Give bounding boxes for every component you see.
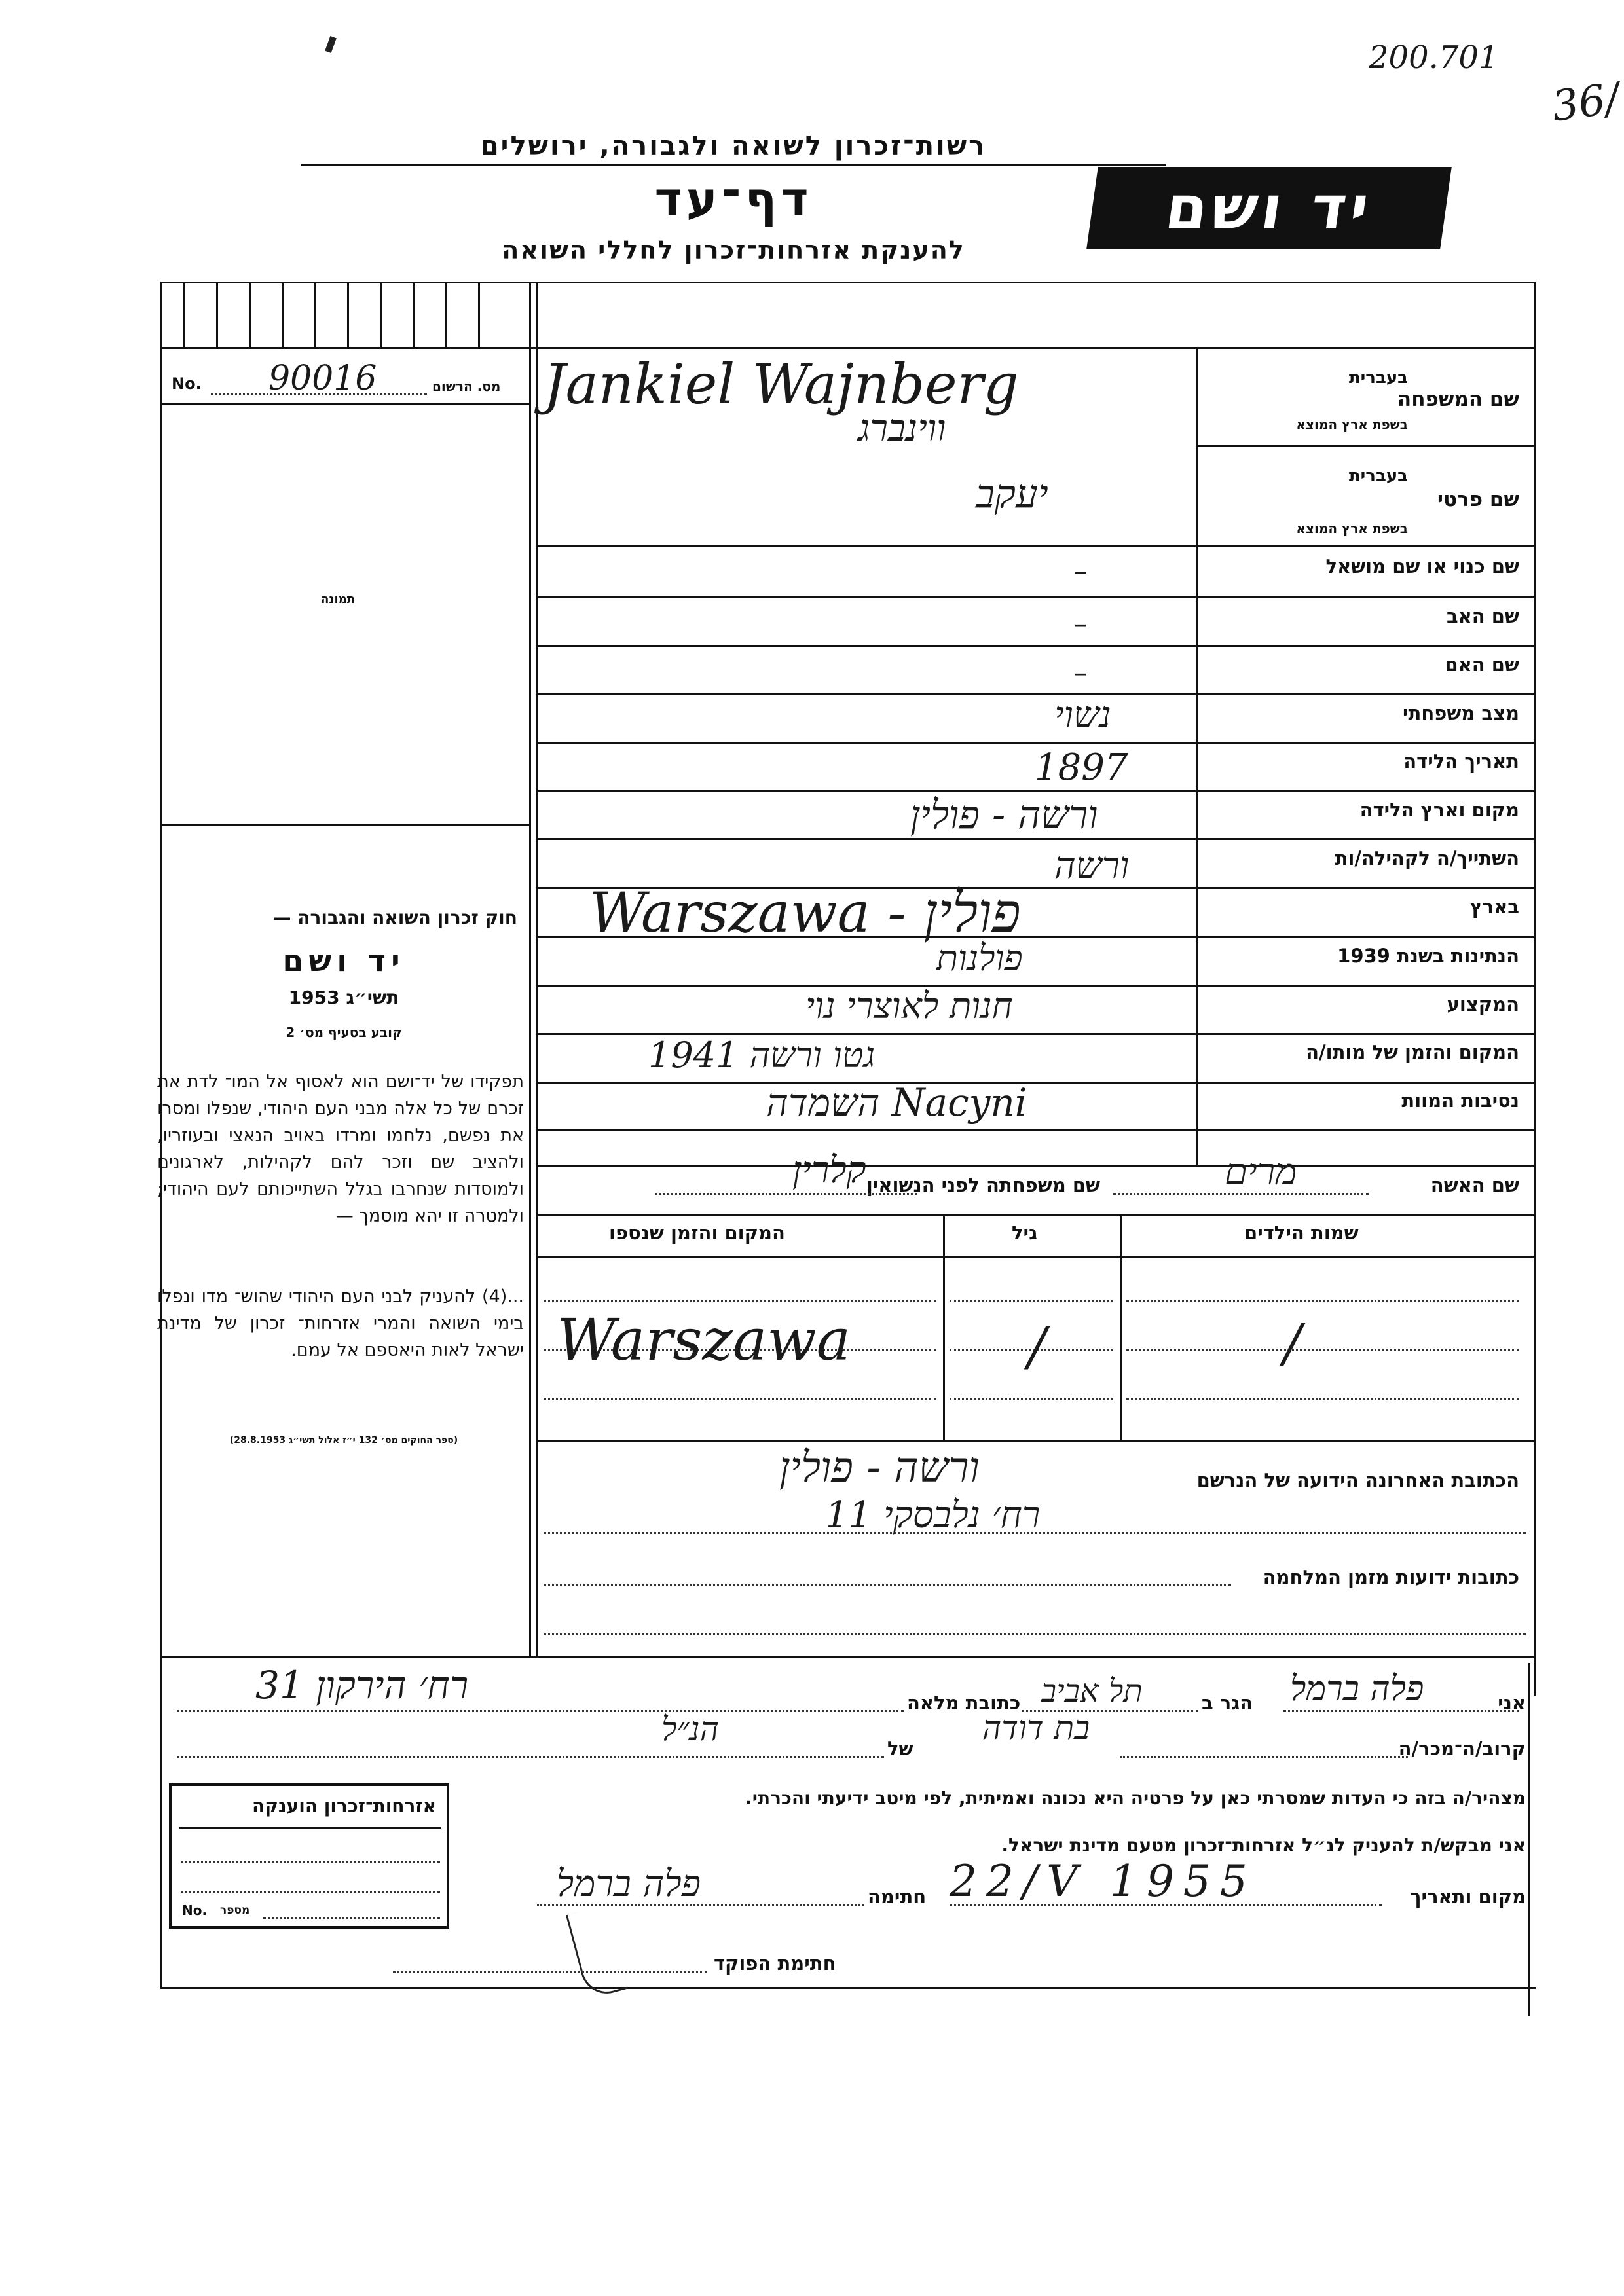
children-place-header: המקום והזמן שנספו xyxy=(609,1222,785,1244)
signature-flourish xyxy=(566,1904,628,1999)
surname-hebrew-label: בעברית xyxy=(1348,368,1408,388)
children-age-header: גיל xyxy=(1012,1222,1038,1244)
declarant-i-label: אני xyxy=(1498,1692,1526,1714)
children-place-value: Warszawa xyxy=(557,1306,851,1374)
form-title: דף־עד xyxy=(654,172,813,227)
children-names-header: שמות הילדים xyxy=(1244,1222,1359,1244)
last-address-label: הכתובת האחרונה הידועה של הנרשם xyxy=(1196,1469,1519,1491)
cause-value: Nacyni השמדה xyxy=(766,1080,1027,1125)
statement-truth: מצהיר/ה בזה כי העדות שמסרתי כאן על פרטיה היא נכונה ואמיתית, לפי מיטב ידיעתי והכרתי. xyxy=(745,1787,1526,1809)
marital-value: נשוי xyxy=(1054,694,1111,737)
father-value: – xyxy=(1074,609,1087,639)
full-address-value: רח׳ הירקון 31 xyxy=(255,1663,469,1707)
last-address-line1: ורשה - פולין xyxy=(779,1444,980,1492)
reg-no-label: No. xyxy=(172,374,202,393)
death-label: המקום והזמן של מותו/ה xyxy=(1306,1041,1519,1063)
nickname-value: – xyxy=(1074,556,1087,587)
father-label: שם האב xyxy=(1446,605,1519,627)
corner-mark xyxy=(325,36,337,53)
signature-label: חתימה xyxy=(868,1886,927,1908)
declarant-name: פלה ברמל xyxy=(1290,1669,1424,1709)
date-value: 22/V 1955 xyxy=(950,1856,1257,1906)
firstname-value: יעקב xyxy=(976,471,1048,517)
mother-value: – xyxy=(1074,658,1087,688)
reg-label: מס. הרשום xyxy=(432,378,501,394)
firstname-hebrew-label: בעברית xyxy=(1348,466,1408,486)
cause-label: נסיבות המוות xyxy=(1401,1089,1519,1112)
yad-vashem-logo: יד ושם xyxy=(1086,167,1452,249)
birthdate-label: תאריך הלידה xyxy=(1403,750,1519,773)
country-label: בארץ xyxy=(1469,896,1519,918)
citizenship-label: הנתינות בשנת 1939 xyxy=(1337,945,1519,967)
declarant-signature: פלה ברמל xyxy=(557,1863,701,1905)
nickname-label: שם כנוי או שם מושאל xyxy=(1325,555,1519,577)
archive-number: 200.701 xyxy=(1369,39,1499,76)
firstname-label: שם פרטי xyxy=(1437,488,1519,511)
surname-local-label: בשפת ארץ המוצא xyxy=(1296,416,1408,432)
birthdate-value: 1897 xyxy=(1035,746,1128,789)
citizenship-box-title: אזרחות־זכרון הוענקה xyxy=(252,1795,436,1817)
citizenship-granted-box xyxy=(169,1783,449,1929)
law-year: תשי״ג 1953 xyxy=(288,987,399,1008)
children-age-value: / xyxy=(1028,1316,1046,1377)
relation-value: בת דודה xyxy=(982,1709,1090,1747)
children-name-value: / xyxy=(1283,1313,1301,1374)
law-text: תפקידו של יד־ושם הוא לאסוף אל המו־ לדת את זכרם של כל אלה מבני העם היהודי, שנפלו ומסרו את נפשם, נלחמו ומרדו באויב הנאצי ובעוזריו, ולהציב שם וזכר להם לקהילות, לארגונים ולמוסדות שנחרבו בגלל השתייכותם לעם היהודי; ולמטרה זו יהא מוסמך — xyxy=(157,1072,524,1226)
wife-name-value: מרים xyxy=(1225,1151,1297,1194)
last-address-line2: רח׳ נלבסקי 11 xyxy=(825,1494,1041,1537)
of-value: הנ״ל xyxy=(661,1710,719,1748)
surname-label: שם המשפחה xyxy=(1397,388,1519,411)
profession-label: המקצוע xyxy=(1447,993,1519,1015)
birthplace-value: ורשה - פולין xyxy=(910,792,1098,838)
country-value: פולין - Warszawa xyxy=(589,881,1021,945)
firstname-local-label: בשפת ארץ המוצא xyxy=(1296,520,1408,536)
officer-signature-label: חתימת הפוקד xyxy=(714,1952,836,1975)
wife-label: שם האשה xyxy=(1430,1174,1519,1196)
statement-request: אני מבקש/ת להעניק לנ״ל אזרחות־זכרון מטעם מדינת ישראל. xyxy=(1001,1834,1526,1856)
surname-local-value: Jankiel Wajnberg xyxy=(544,352,1019,416)
law-clause: ...(4) להעניק לבני העם היהודי שהוש־ מדו ונפלו בימי השואה והמרי אזרחות־ זכרון של מדינת ישראל לאות היאספם אל עמם. xyxy=(157,1286,524,1360)
citizenship-box-no-label: No. xyxy=(182,1903,208,1918)
photo-area: תמונה xyxy=(321,592,356,606)
profession-value: חנות לאוצרי נוי xyxy=(805,985,1013,1027)
law-title: חוק זכרון השואה והגבורה — xyxy=(272,907,517,928)
place-date-label: מקום ותאריך xyxy=(1410,1886,1526,1908)
page-number: 36/ xyxy=(1549,74,1623,132)
law-name: יד ושם xyxy=(282,943,405,978)
community-value: ורשה xyxy=(1054,845,1130,887)
community-label: השתייך/ה לקהילה/ות xyxy=(1335,847,1519,869)
registration-number: 90016 xyxy=(268,359,377,398)
war-address-label: כתובות ידועות מזמן המלחמה xyxy=(1263,1566,1519,1588)
marital-label: מצב משפחתי xyxy=(1402,702,1519,724)
of-label: של xyxy=(887,1738,913,1760)
relation-label: קרוב/ה־מכר/ה xyxy=(1398,1738,1526,1760)
full-address-label: כתובת מלאה xyxy=(907,1692,1021,1714)
lives-in-label: הגר ב xyxy=(1202,1692,1253,1714)
form-subtitle: להענקת אזרחות־זכרון לחללי השואה xyxy=(502,236,965,264)
law-section: קובע בסעיף מס׳ 2 xyxy=(286,1025,402,1040)
lives-in-value: תל אביב xyxy=(1041,1673,1143,1709)
mother-label: שם האם xyxy=(1445,653,1519,676)
citizenship-value: פולנות xyxy=(936,938,1023,979)
death-value: גטו ורשה 1941 xyxy=(648,1034,876,1076)
authority-line: רשות־זכרון לשואה ולגבורה, ירושלים xyxy=(301,131,1166,166)
maiden-name-value: קלרין xyxy=(792,1149,866,1192)
birthplace-label: מקום וארץ הלידה xyxy=(1359,799,1519,821)
law-reference: (ספר החוקים מס׳ 132 י״ז אלול תשי״ג 28.8.1953) xyxy=(229,1435,458,1446)
surname-hebrew-value: ווינברג xyxy=(858,407,946,450)
maiden-name-label: שם משפחתה לפני הנשואין xyxy=(866,1174,1100,1196)
citizenship-box-number-label: מספר xyxy=(220,1904,250,1917)
